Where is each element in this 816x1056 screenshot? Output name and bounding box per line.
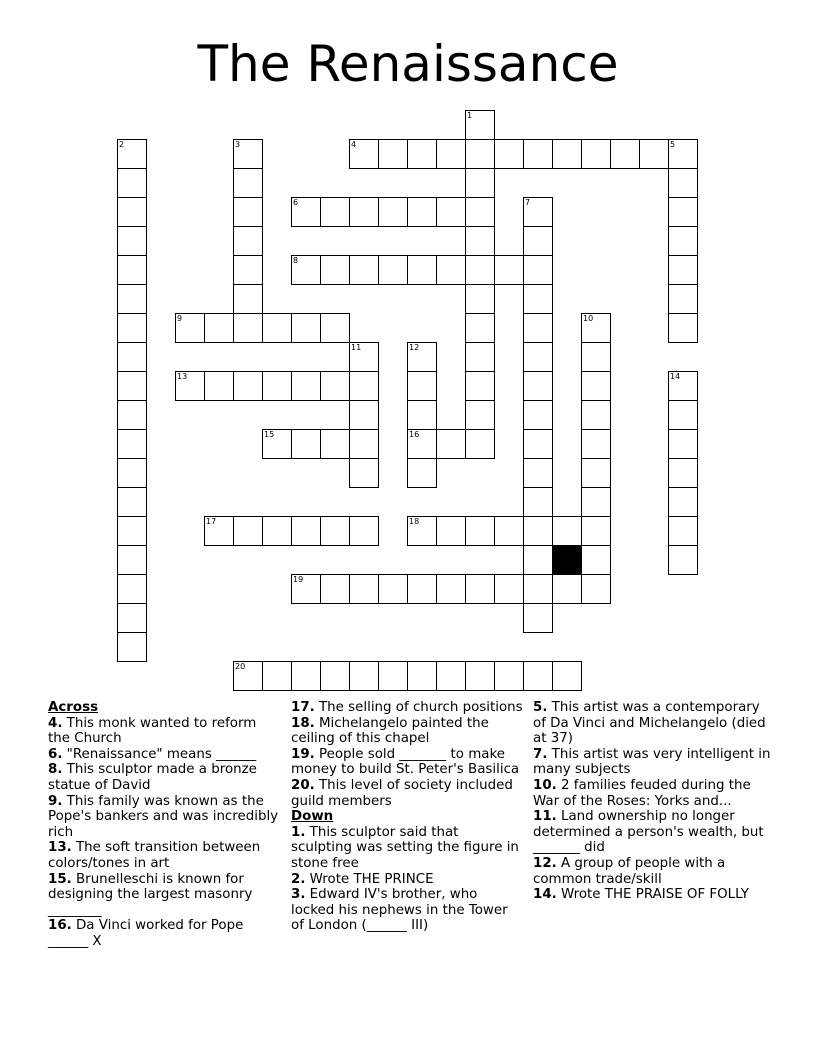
grid-cell[interactable] bbox=[523, 284, 553, 314]
page-title: The Renaissance bbox=[197, 35, 619, 93]
grid-cell[interactable] bbox=[668, 400, 698, 430]
grid-cell[interactable] bbox=[349, 400, 379, 430]
grid-cell[interactable] bbox=[320, 429, 350, 459]
clue-across-18: 18. Michelangelo painted the ceiling of this chapel bbox=[291, 715, 489, 747]
grid-cell[interactable] bbox=[349, 458, 379, 488]
grid-cell[interactable] bbox=[233, 197, 263, 227]
grid-cell[interactable] bbox=[233, 371, 263, 401]
grid-cell[interactable] bbox=[465, 429, 495, 459]
clue-number: 2 bbox=[119, 140, 125, 149]
grid-cell[interactable] bbox=[349, 255, 379, 285]
grid-cell[interactable] bbox=[523, 661, 553, 691]
grid-cell[interactable] bbox=[581, 487, 611, 517]
clue-number: 1 bbox=[467, 111, 473, 120]
clue-number: 19 bbox=[293, 575, 304, 584]
clue-down-12: 12. A group of people with a common trade/skill bbox=[533, 855, 726, 887]
grid-cell[interactable] bbox=[407, 139, 437, 169]
grid-cell[interactable] bbox=[465, 226, 495, 256]
grid-cell[interactable] bbox=[436, 661, 466, 691]
grid-cell[interactable] bbox=[117, 371, 147, 401]
grid-cell[interactable] bbox=[117, 632, 147, 662]
clue-down-5: 5. This artist was a contemporary of Da Vinci and Michelangelo (died at 37) bbox=[533, 700, 766, 747]
clue-across-13: 13. The soft transition between colors/tones in art bbox=[48, 840, 261, 871]
grid-cell[interactable] bbox=[494, 661, 524, 691]
grid-cell[interactable] bbox=[523, 458, 553, 488]
grid-cell[interactable] bbox=[523, 574, 553, 604]
grid-cell[interactable] bbox=[581, 429, 611, 459]
grid-cell[interactable] bbox=[465, 255, 495, 285]
grid-cell[interactable] bbox=[581, 574, 611, 604]
grid-cell[interactable] bbox=[117, 487, 147, 517]
grid-cell[interactable] bbox=[117, 545, 147, 575]
grid-cell[interactable] bbox=[291, 371, 321, 401]
grid-cell[interactable] bbox=[117, 313, 147, 343]
grid-cell[interactable] bbox=[204, 313, 234, 343]
grid-cell[interactable] bbox=[378, 139, 408, 169]
grid-cell[interactable] bbox=[378, 255, 408, 285]
grid-cell[interactable] bbox=[233, 255, 263, 285]
grid-cell[interactable] bbox=[349, 429, 379, 459]
grid-cell[interactable] bbox=[117, 400, 147, 430]
grid-cell[interactable] bbox=[117, 197, 147, 227]
grid-cell[interactable] bbox=[465, 342, 495, 372]
clue-number: 13 bbox=[177, 372, 188, 381]
grid-cell[interactable] bbox=[668, 284, 698, 314]
clue-down-7: 7. This artist was very intelligent in many subjects bbox=[533, 746, 771, 778]
grid-cell[interactable] bbox=[291, 429, 321, 459]
clue-number: 9 bbox=[177, 314, 183, 323]
grid-cell[interactable] bbox=[407, 661, 437, 691]
grid-cell[interactable] bbox=[233, 226, 263, 256]
grid-cell[interactable] bbox=[407, 255, 437, 285]
clue-down-3: 3. Edward IV's brother, who locked his nephews in the Tower of London (______ III) bbox=[291, 887, 508, 934]
clue-across-19: 19. People sold _______ to make money to build St. Peter's Basilica bbox=[291, 746, 520, 778]
clue-number: 10 bbox=[583, 314, 594, 323]
grid-cell[interactable] bbox=[349, 371, 379, 401]
grid-cell[interactable] bbox=[117, 574, 147, 604]
grid-cell[interactable] bbox=[204, 371, 234, 401]
grid-cell[interactable] bbox=[581, 516, 611, 546]
grid-cell[interactable] bbox=[668, 313, 698, 343]
grid-cell[interactable] bbox=[668, 458, 698, 488]
clue-column-2 bbox=[291, 700, 523, 934]
grid-cell[interactable] bbox=[668, 487, 698, 517]
grid-cell[interactable] bbox=[465, 371, 495, 401]
grid-cell[interactable] bbox=[320, 516, 350, 546]
grid-cell[interactable] bbox=[262, 313, 292, 343]
grid-cell[interactable] bbox=[465, 284, 495, 314]
clue-number: 5 bbox=[670, 140, 676, 149]
clue-across-6: 6. "Renaissance" means ______ bbox=[48, 746, 257, 762]
clue-number: 11 bbox=[351, 343, 362, 352]
grid-cell[interactable] bbox=[523, 226, 553, 256]
grid-cell[interactable] bbox=[436, 516, 466, 546]
grid-cell[interactable] bbox=[436, 197, 466, 227]
grid-cell[interactable] bbox=[668, 516, 698, 546]
grid-cell[interactable] bbox=[581, 545, 611, 575]
clue-across-20: 20. This level of society included guild members bbox=[291, 777, 513, 809]
grid-cell[interactable] bbox=[465, 661, 495, 691]
grid-cell[interactable] bbox=[523, 400, 553, 430]
grid-cell[interactable] bbox=[668, 255, 698, 285]
clue-number: 3 bbox=[235, 140, 241, 149]
grid-cell[interactable] bbox=[668, 168, 698, 198]
black-square bbox=[552, 545, 582, 575]
grid-cell[interactable] bbox=[320, 371, 350, 401]
grid-cell[interactable] bbox=[465, 516, 495, 546]
grid-cell[interactable] bbox=[262, 371, 292, 401]
grid-cell[interactable] bbox=[117, 603, 147, 633]
grid-cell[interactable] bbox=[465, 139, 495, 169]
clue-number: 7 bbox=[525, 198, 531, 207]
grid-cell[interactable] bbox=[117, 429, 147, 459]
grid-cell[interactable] bbox=[523, 371, 553, 401]
grid-cell[interactable] bbox=[436, 574, 466, 604]
across-heading: Across bbox=[48, 700, 99, 715]
grid-cell[interactable] bbox=[291, 661, 321, 691]
clue-across-15: 15. Brunelleschi is known for designing the largest masonry ________ bbox=[48, 871, 253, 918]
grid-cell[interactable] bbox=[668, 545, 698, 575]
clue-across-8: 8. This sculptor made a bronze statue of David bbox=[48, 762, 257, 793]
clue-column-3 bbox=[533, 700, 773, 903]
grid-cell[interactable] bbox=[349, 661, 379, 691]
grid-cell[interactable] bbox=[262, 516, 292, 546]
grid-cell[interactable] bbox=[320, 574, 350, 604]
grid-cell[interactable] bbox=[117, 284, 147, 314]
grid-cell[interactable] bbox=[233, 168, 263, 198]
down-heading: Down bbox=[291, 809, 334, 825]
clue-number: 12 bbox=[409, 343, 420, 352]
grid-cell[interactable] bbox=[523, 342, 553, 372]
grid-cell[interactable] bbox=[407, 574, 437, 604]
grid-cell[interactable] bbox=[668, 429, 698, 459]
grid-cell[interactable] bbox=[117, 226, 147, 256]
grid-cell[interactable] bbox=[117, 342, 147, 372]
grid-cell[interactable] bbox=[233, 313, 263, 343]
clue-number: 18 bbox=[409, 517, 420, 526]
grid-cell[interactable] bbox=[523, 313, 553, 343]
grid-cell[interactable] bbox=[378, 661, 408, 691]
grid-cell[interactable] bbox=[523, 516, 553, 546]
grid-cell[interactable] bbox=[407, 371, 437, 401]
grid-cell[interactable] bbox=[349, 574, 379, 604]
clue-down-1: 1. This sculptor said that sculpting was setting the figure in stone free bbox=[291, 824, 519, 871]
grid-cell[interactable] bbox=[610, 139, 640, 169]
clue-number: 16 bbox=[409, 430, 420, 439]
grid-cell[interactable] bbox=[581, 400, 611, 430]
grid-cell[interactable] bbox=[407, 197, 437, 227]
clue-down-14: 14. Wrote THE PRAISE OF FOLLY bbox=[533, 887, 749, 903]
grid-cell[interactable] bbox=[465, 313, 495, 343]
grid-cell[interactable] bbox=[523, 255, 553, 285]
clue-number: 15 bbox=[264, 430, 275, 439]
clue-column-1 bbox=[48, 700, 280, 950]
grid-cell[interactable] bbox=[117, 516, 147, 546]
clue-down-10: 10. 2 families feuded during the War of the Roses: Yorks and... bbox=[533, 777, 751, 809]
grid-cell[interactable] bbox=[349, 197, 379, 227]
grid-cell[interactable] bbox=[407, 458, 437, 488]
grid-cell[interactable] bbox=[581, 342, 611, 372]
grid-cell[interactable] bbox=[378, 197, 408, 227]
grid-cell[interactable] bbox=[494, 255, 524, 285]
grid-cell[interactable] bbox=[465, 400, 495, 430]
grid-cell[interactable] bbox=[262, 661, 292, 691]
grid-cell[interactable] bbox=[494, 516, 524, 546]
clue-number: 6 bbox=[293, 198, 299, 207]
grid-cell[interactable] bbox=[117, 255, 147, 285]
grid-cell[interactable] bbox=[494, 574, 524, 604]
grid-cell[interactable] bbox=[465, 574, 495, 604]
clue-number: 20 bbox=[235, 662, 246, 671]
grid-cell[interactable] bbox=[436, 139, 466, 169]
grid-cell[interactable] bbox=[349, 516, 379, 546]
grid-cell[interactable] bbox=[117, 168, 147, 198]
grid-cell[interactable] bbox=[639, 139, 669, 169]
grid-cell[interactable] bbox=[581, 458, 611, 488]
grid-cell[interactable] bbox=[378, 574, 408, 604]
grid-cell[interactable] bbox=[436, 429, 466, 459]
grid-cell[interactable] bbox=[465, 168, 495, 198]
grid-cell[interactable] bbox=[523, 139, 553, 169]
grid-cell[interactable] bbox=[523, 429, 553, 459]
grid-cell[interactable] bbox=[320, 255, 350, 285]
grid-cell[interactable] bbox=[668, 197, 698, 227]
grid-cell[interactable] bbox=[465, 197, 495, 227]
clue-down-11: 11. Land ownership no longer determined a person's wealth, but _______ did bbox=[533, 809, 764, 856]
grid-cell[interactable] bbox=[552, 574, 582, 604]
grid-cell[interactable] bbox=[552, 516, 582, 546]
grid-cell[interactable] bbox=[523, 603, 553, 633]
grid-cell[interactable] bbox=[436, 255, 466, 285]
clue-number: 17 bbox=[206, 517, 217, 526]
grid-cell[interactable] bbox=[668, 226, 698, 256]
grid-cell[interactable] bbox=[523, 545, 553, 575]
clue-across-9: 9. This family was known as the Pope's bankers and was incredibly rich bbox=[48, 793, 279, 840]
grid-cell[interactable] bbox=[523, 487, 553, 517]
clue-number: 4 bbox=[351, 140, 357, 149]
grid-cell[interactable] bbox=[320, 197, 350, 227]
grid-cell[interactable] bbox=[581, 139, 611, 169]
grid-cell[interactable] bbox=[291, 516, 321, 546]
grid-cell[interactable] bbox=[407, 400, 437, 430]
grid-cell[interactable] bbox=[233, 516, 263, 546]
grid-cell[interactable] bbox=[552, 661, 582, 691]
clue-across-16: 16. Da Vinci worked for Pope ______ X bbox=[48, 918, 244, 949]
grid-cell[interactable] bbox=[320, 313, 350, 343]
grid-cell[interactable] bbox=[233, 284, 263, 314]
clue-number: 14 bbox=[670, 372, 681, 381]
clue-across-4: 4. This monk wanted to reform the Church bbox=[48, 715, 257, 747]
grid-cell[interactable] bbox=[552, 139, 582, 169]
clue-across-17: 17. The selling of church positions bbox=[291, 700, 523, 715]
grid-cell[interactable] bbox=[291, 313, 321, 343]
clue-down-2: 2. Wrote THE PRINCE bbox=[291, 871, 434, 887]
grid-cell[interactable] bbox=[581, 371, 611, 401]
clue-number: 8 bbox=[293, 256, 299, 265]
grid-cell[interactable] bbox=[117, 458, 147, 488]
grid-cell[interactable] bbox=[320, 661, 350, 691]
grid-cell[interactable] bbox=[494, 139, 524, 169]
